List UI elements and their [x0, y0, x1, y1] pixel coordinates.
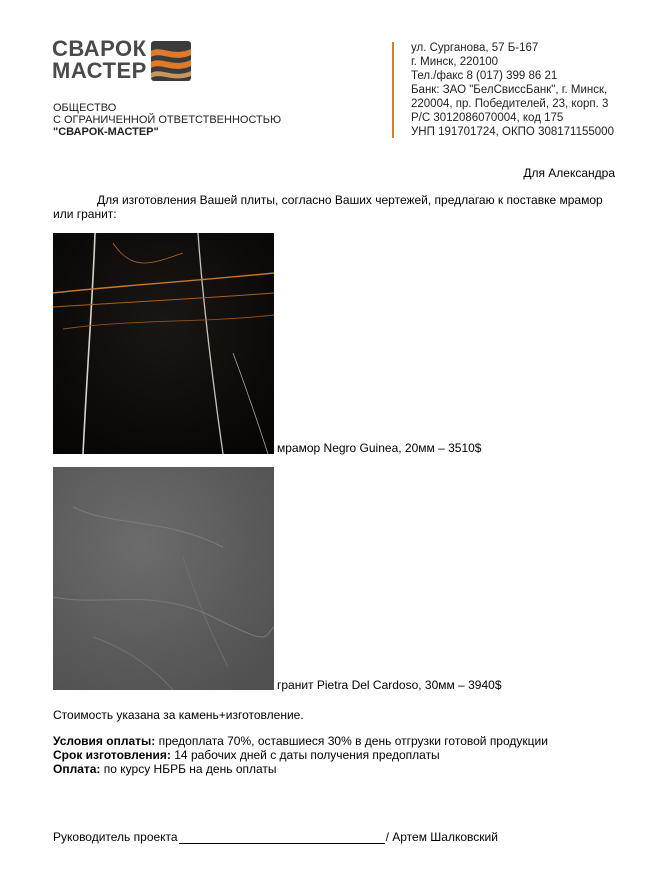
intro-text-line2: или гранит: — [53, 207, 117, 221]
production-time-value: 14 рабочих дней с даты получения предоплаты — [170, 748, 440, 762]
production-time — [53, 748, 440, 762]
company-name: "СВАРОК-МАСТЕР" — [53, 126, 159, 138]
contact-phone: Тел./факс 8 (017) 399 86 21 — [411, 70, 558, 82]
payment-rate-label: Оплата: — [53, 762, 101, 776]
payment-terms — [53, 734, 548, 748]
contact-city: г. Минск, 220100 — [411, 56, 499, 68]
production-time-label: Срок изготовления: — [53, 748, 171, 762]
payment-rate-value: по курсу НБРБ на день оплаты — [100, 762, 277, 776]
logo-text-line1: СВАРОК — [52, 36, 147, 61]
cost-note: Стоимость указана за камень+изготовление. — [53, 708, 304, 722]
signature-blank — [179, 831, 385, 844]
marble-negro-guinea-image — [53, 233, 274, 454]
signatory-name: / Артем Шалковский — [385, 830, 498, 844]
contact-bank-address: 220004, пр. Победителей, 23, корп. 3 — [411, 98, 609, 110]
contact-tax-ids: УНП 191701724, ОКПО 308171155000 — [411, 126, 614, 138]
granite-pietra-del-cardoso-image — [53, 467, 274, 690]
signature-line — [53, 830, 498, 844]
payment-terms-value: предоплата 70%, оставшиеся 30% в день отгрузки готовой продукции — [155, 734, 548, 748]
product-label-pietra-del-cardoso: гранит Pietra Del Cardoso, 30мм – 3940$ — [277, 678, 502, 692]
payment-terms-label: Условия оплаты: — [53, 734, 156, 748]
intro-text-line1: Для изготовления Вашей плиты, согласно Ваших чертежей, предлагаю к поставке мрамор — [97, 193, 603, 207]
contact-account: Р/С 3012086070004, код 175 — [411, 112, 564, 124]
signatory-title: Руководитель проекта — [53, 830, 178, 844]
contact-bank: Банк: ЗАО "БелСвиссБанк", г. Минск, — [411, 84, 608, 96]
recipient-line: Для Александра — [523, 166, 615, 180]
logo-text-line2: МАСТЕР — [52, 58, 147, 83]
company-logo — [52, 38, 202, 88]
logo-mark-icon — [151, 41, 191, 81]
product-label-negro-guinea: мрамор Negro Guinea, 20мм – 3510$ — [277, 441, 482, 455]
payment-rate — [53, 762, 277, 776]
company-form-line2: С ОГРАНИЧЕННОЙ ОТВЕТСТВЕННОСТЬЮ — [53, 114, 282, 126]
company-form-line1: ОБЩЕСТВО — [53, 102, 117, 114]
contact-address: ул. Сурганова, 57 Б-167 — [411, 42, 539, 54]
header-divider — [392, 42, 394, 138]
